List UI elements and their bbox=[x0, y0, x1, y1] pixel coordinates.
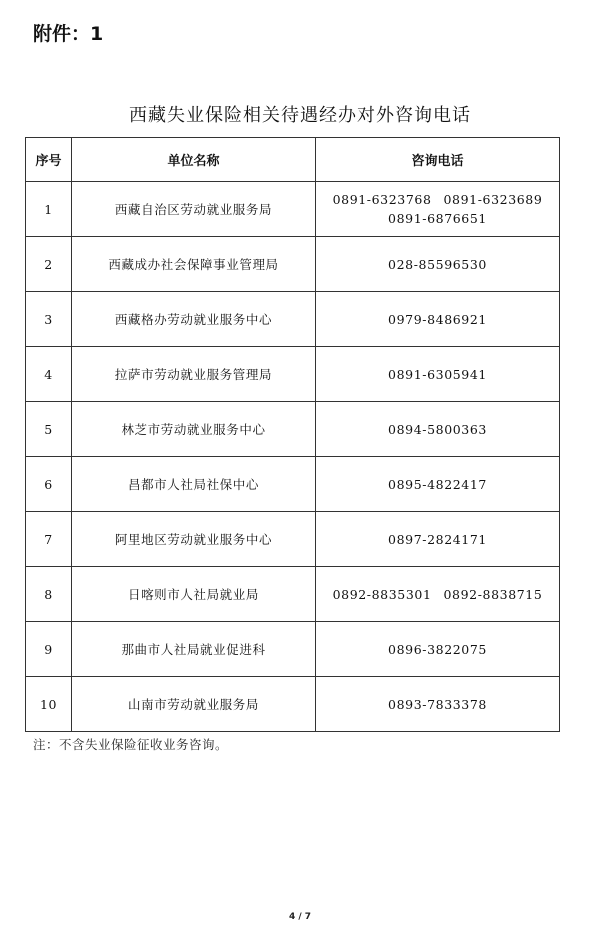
header-serial-number: 序号 bbox=[26, 138, 72, 182]
unit-name: 西藏格办劳动就业服务中心 bbox=[72, 292, 316, 347]
phone-number: 0891-6305941 bbox=[388, 366, 487, 382]
table-row bbox=[26, 567, 560, 622]
phone-number: 0891-6323768 bbox=[332, 192, 432, 207]
header-unit-name: 单位名称 bbox=[72, 138, 316, 182]
table-row bbox=[26, 512, 560, 567]
row-number: 1 bbox=[26, 182, 72, 237]
unit-name: 昌都市人社局社保中心 bbox=[72, 457, 316, 512]
table-row bbox=[26, 347, 560, 402]
unit-name: 那曲市人社局就业促进科 bbox=[72, 622, 316, 677]
phone-cell bbox=[316, 567, 560, 622]
header-phone: 咨询电话 bbox=[316, 138, 560, 182]
page-number: 4 / 7 bbox=[288, 912, 312, 922]
row-number: 7 bbox=[26, 512, 72, 567]
row-number: 3 bbox=[26, 292, 72, 347]
phone-number: 0896-3822075 bbox=[388, 641, 487, 657]
table-row bbox=[26, 457, 560, 512]
row-number: 6 bbox=[26, 457, 72, 512]
table-row bbox=[26, 292, 560, 347]
unit-name: 日喀则市人社局就业局 bbox=[72, 567, 316, 622]
phone-number: 0894-5800363 bbox=[388, 421, 487, 437]
row-number: 4 bbox=[26, 347, 72, 402]
table-row bbox=[26, 622, 560, 677]
phone-cell bbox=[316, 512, 560, 567]
table-row bbox=[26, 182, 560, 237]
phone-number: 0897-2824171 bbox=[388, 531, 487, 547]
page-title: 西藏失业保险相关待遇经办对外咨询电话 bbox=[129, 105, 471, 126]
phone-cell bbox=[316, 237, 560, 292]
phone-number: 0979-8486921 bbox=[388, 311, 487, 327]
phone-number: 0893-7833378 bbox=[388, 696, 487, 712]
phone-cell bbox=[316, 292, 560, 347]
row-number: 10 bbox=[26, 677, 72, 732]
phone-number: 0895-4822417 bbox=[388, 476, 487, 492]
table-row bbox=[26, 677, 560, 732]
unit-name: 西藏成办社会保障事业管理局 bbox=[72, 237, 316, 292]
contact-table bbox=[25, 137, 560, 732]
row-number: 2 bbox=[26, 237, 72, 292]
table-header-row bbox=[26, 138, 560, 182]
row-number: 9 bbox=[26, 622, 72, 677]
phone-number: 0891-6876651 bbox=[388, 211, 487, 226]
row-number: 5 bbox=[26, 402, 72, 457]
phone-cell bbox=[316, 347, 560, 402]
attachment-label: 附件：1 bbox=[33, 23, 104, 45]
phone-cell bbox=[316, 182, 560, 237]
phone-number: 0892-8838715 bbox=[443, 586, 543, 602]
unit-name: 拉萨市劳动就业服务管理局 bbox=[72, 347, 316, 402]
phone-number: 0892-8835301 bbox=[332, 586, 432, 602]
unit-name: 林芝市劳动就业服务中心 bbox=[72, 402, 316, 457]
phone-cell bbox=[316, 402, 560, 457]
footnote: 注：不含失业保险征收业务咨询。 bbox=[33, 737, 229, 752]
table-row bbox=[26, 237, 560, 292]
phone-number: 028-85596530 bbox=[388, 256, 487, 272]
unit-name: 山南市劳动就业服务局 bbox=[72, 677, 316, 732]
unit-name: 阿里地区劳动就业服务中心 bbox=[72, 512, 316, 567]
table-row bbox=[26, 402, 560, 457]
phone-number: 0891-6323689 bbox=[443, 192, 543, 207]
phone-cell bbox=[316, 457, 560, 512]
unit-name: 西藏自治区劳动就业服务局 bbox=[72, 182, 316, 237]
phone-cell bbox=[316, 622, 560, 677]
row-number: 8 bbox=[26, 567, 72, 622]
phone-cell bbox=[316, 677, 560, 732]
